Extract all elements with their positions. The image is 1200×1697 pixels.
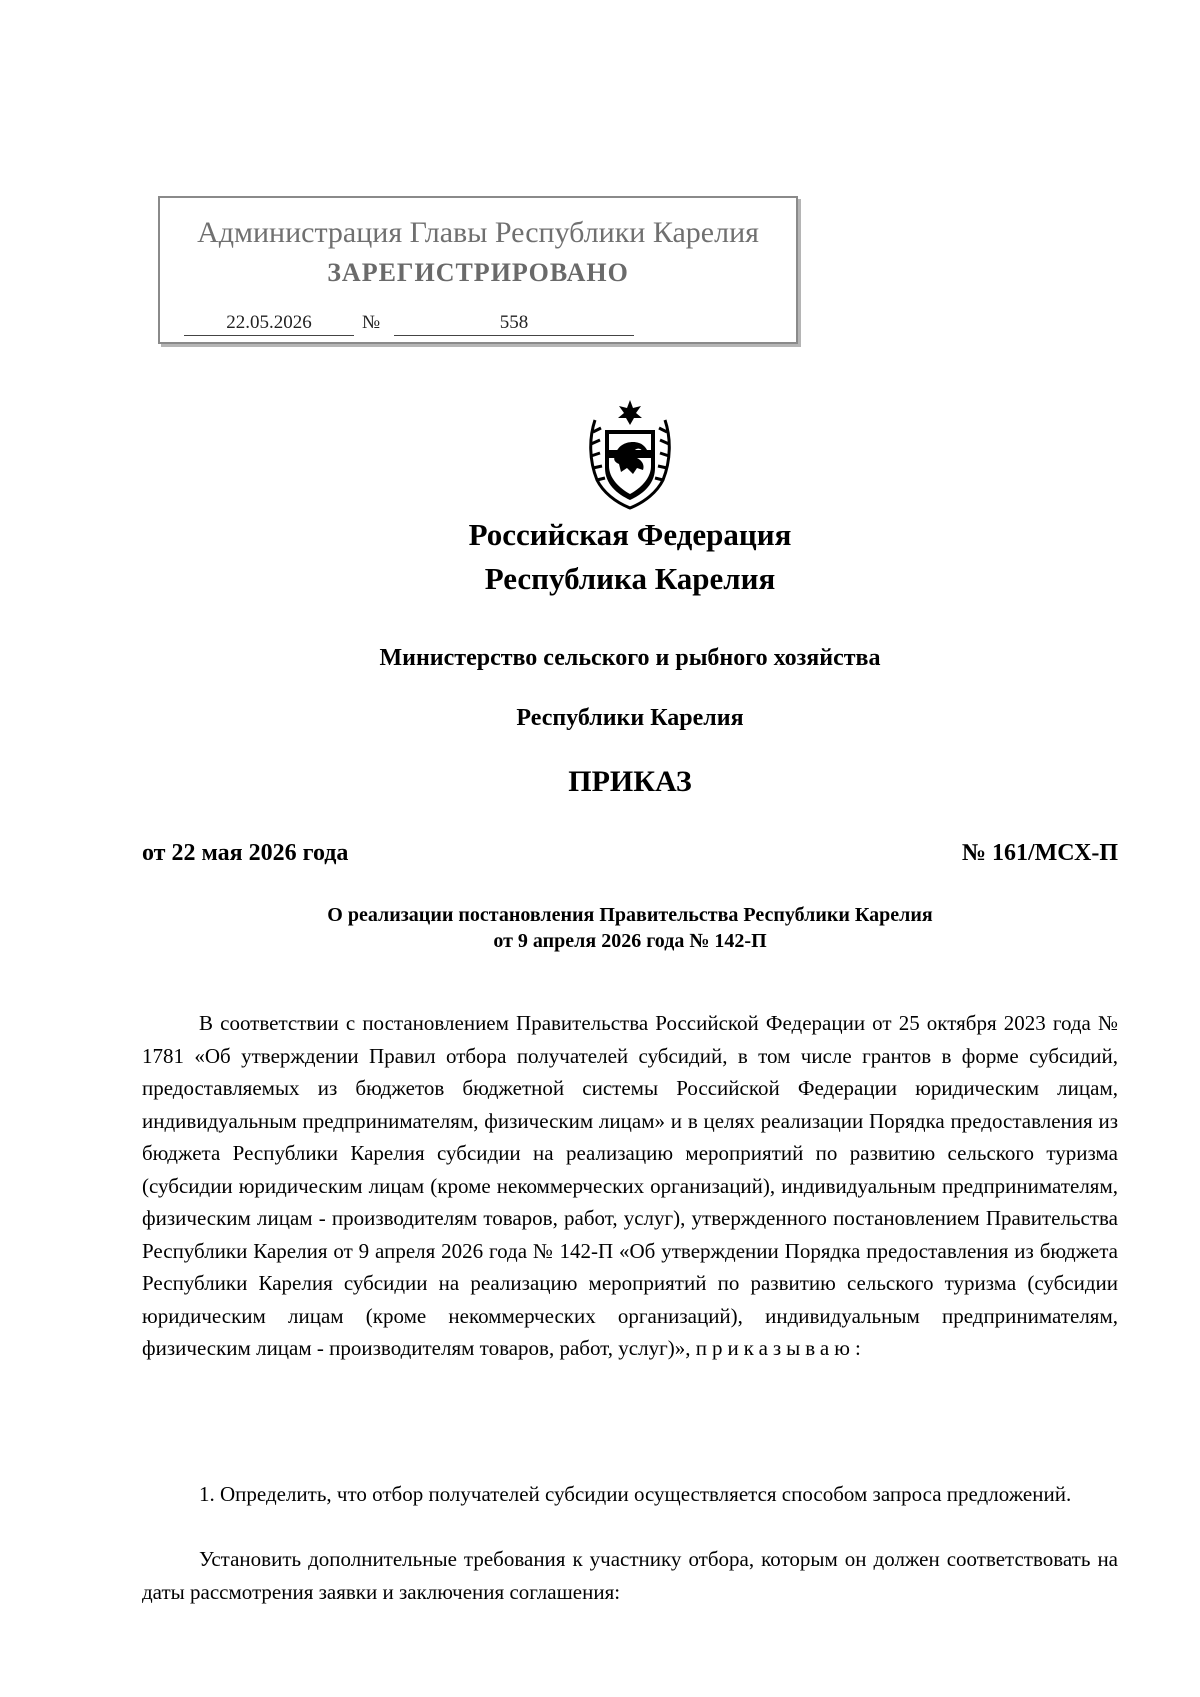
registration-stamp	[158, 196, 798, 344]
order-subject-line1: О реализации постановления Правительства Республики Карелия	[327, 904, 933, 926]
order-point-1: 1. Определить, что отбор получателей субсидии осуществляется способом запроса предложений.	[199, 1482, 1072, 1506]
header-republic: Республика Карелия	[484, 561, 776, 596]
order-date: от 22 мая 2026 года	[142, 840, 349, 866]
order-word: приказываю:	[695, 1336, 866, 1360]
stamp-authority: Администрация Главы Республики Карелия	[197, 216, 759, 249]
stamp-registration-row	[184, 312, 764, 334]
document-type-title: ПРИКАЗ	[568, 765, 692, 798]
stamp-number-sign: №	[362, 312, 381, 333]
header-federation: Российская Федерация	[468, 517, 792, 552]
header-ministry-line1: Министерство сельского и рыбного хозяйства	[379, 645, 881, 671]
order-point-1-requirements: Установить дополнительные требования к участнику отбора, которым он должен соответствовать на даты рассмотрения заявки и заключения соглашения:	[142, 1547, 1118, 1604]
header-ministry-line2: Республики Карелия	[516, 705, 744, 731]
stamp-date: 22.05.2026	[184, 312, 354, 336]
order-subject-line2: от 9 апреля 2026 года № 142-П	[493, 930, 767, 952]
preamble-text: В соответствии с постановлением Правительства Российской Федерации от 25 октября 2023 года № 1781 «Об утверждении Правил отбора получателей субсидий, в том числе грантов в форме субсидий, предоставляемых из бюджетов бюджетной системы Российской Федерации юридическим лицам, индивидуальным предпринимателям, физическим лицам» и в целях реализации Порядка предоставления из бюджета Республики Карелия субсидии на реализацию мероприятий по развитию сельского туризма (субсидии юридическим лицам (кроме некоммерческих организаций), индивидуальным предпринимателям, физическим лицам - производителям товаров, работ, услуг), утвержденного постановлением Правительства Республики Карелия от 9 апреля 2026 года № 142-П «Об утверждении Порядка предоставления из бюджета Республики Карелия субсидии на реализацию мероприятий по развитию сельского туризма (субсидии юридическим лицам (кроме некоммерческих организаций), индивидуальным предпринимателям, физическим лицам - производителям товаров, работ, услуг)»,	[142, 1011, 1118, 1360]
preamble-paragraph	[142, 1007, 1118, 1365]
order-number: № 161/МСХ-П	[961, 840, 1118, 866]
stamp-registered-label: ЗАРЕГИСТРИРОВАНО	[327, 258, 629, 287]
coat-of-arms-icon	[585, 398, 675, 510]
stamp-number: 558	[394, 312, 634, 336]
